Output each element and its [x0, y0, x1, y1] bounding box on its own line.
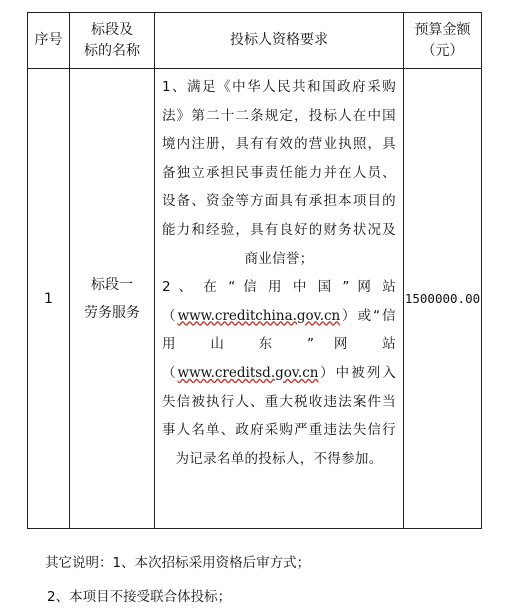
row-budget: 1500000.00 [404, 69, 482, 529]
header-budget-line2: （元） [421, 42, 464, 59]
row-seq: 1 [28, 69, 70, 529]
req-line: 商业信誉； [244, 250, 314, 267]
req-line: 备独立承担民事责任能力并在人员、 [162, 164, 396, 181]
url-link: www.creditchina.gov.cn [177, 307, 341, 324]
req-line: 失信被执行人、重大税收违法案件当 [162, 393, 396, 410]
header-budget [404, 13, 482, 69]
header-lot [70, 13, 155, 69]
row-lot-line1: 标段一 [91, 276, 133, 293]
row-lot-line2: 劳务服务 [84, 304, 140, 321]
header-lot-line2: 标的名称 [84, 42, 140, 59]
req-line: 事人名单、政府采购严重违法失信行 [162, 422, 396, 439]
table-header-row [28, 13, 482, 69]
header-seq: 序号 [28, 13, 70, 69]
req-line: 2 、 在 “ 信 用 中 国 ” 网 站 [162, 279, 396, 296]
row-requirements [155, 69, 404, 529]
header-lot-line1: 标段及 [91, 21, 133, 38]
row-lot [70, 69, 155, 529]
header-requirements: 投标人资格要求 [155, 13, 404, 69]
req-line-url: （www.creditchina.gov.cn）或“信 [162, 307, 396, 324]
note-line-1: 其它说明：1、本次招标采用资格后审方式； [45, 555, 311, 571]
req-line: 能力和经验，具有良好的财务状况及 [162, 221, 396, 238]
req-line: 为记录名单的投标人，不得参加。 [175, 450, 383, 467]
req-line-url: （www.creditsd.gov.cn）中被列入 [162, 364, 396, 381]
bid-table [27, 12, 482, 529]
note-line-2: 2、本项目不接受联合体投标； [47, 589, 232, 605]
table-row [28, 69, 482, 529]
url-link: www.creditsd.gov.cn [177, 364, 319, 381]
req-line: 用 山 东 ” 网 站 [162, 336, 396, 353]
req-line: 境内注册，具有有效的营业执照，具 [162, 136, 396, 153]
req-line: 设备、资金等方面具有承担本项目的 [162, 193, 396, 210]
req-line: 法》第二十二条规定，投标人在中国 [162, 107, 396, 124]
header-budget-line1: 预算金额 [414, 21, 471, 38]
req-line: 1、满足《中华人民共和国政府采购 [162, 79, 396, 95]
